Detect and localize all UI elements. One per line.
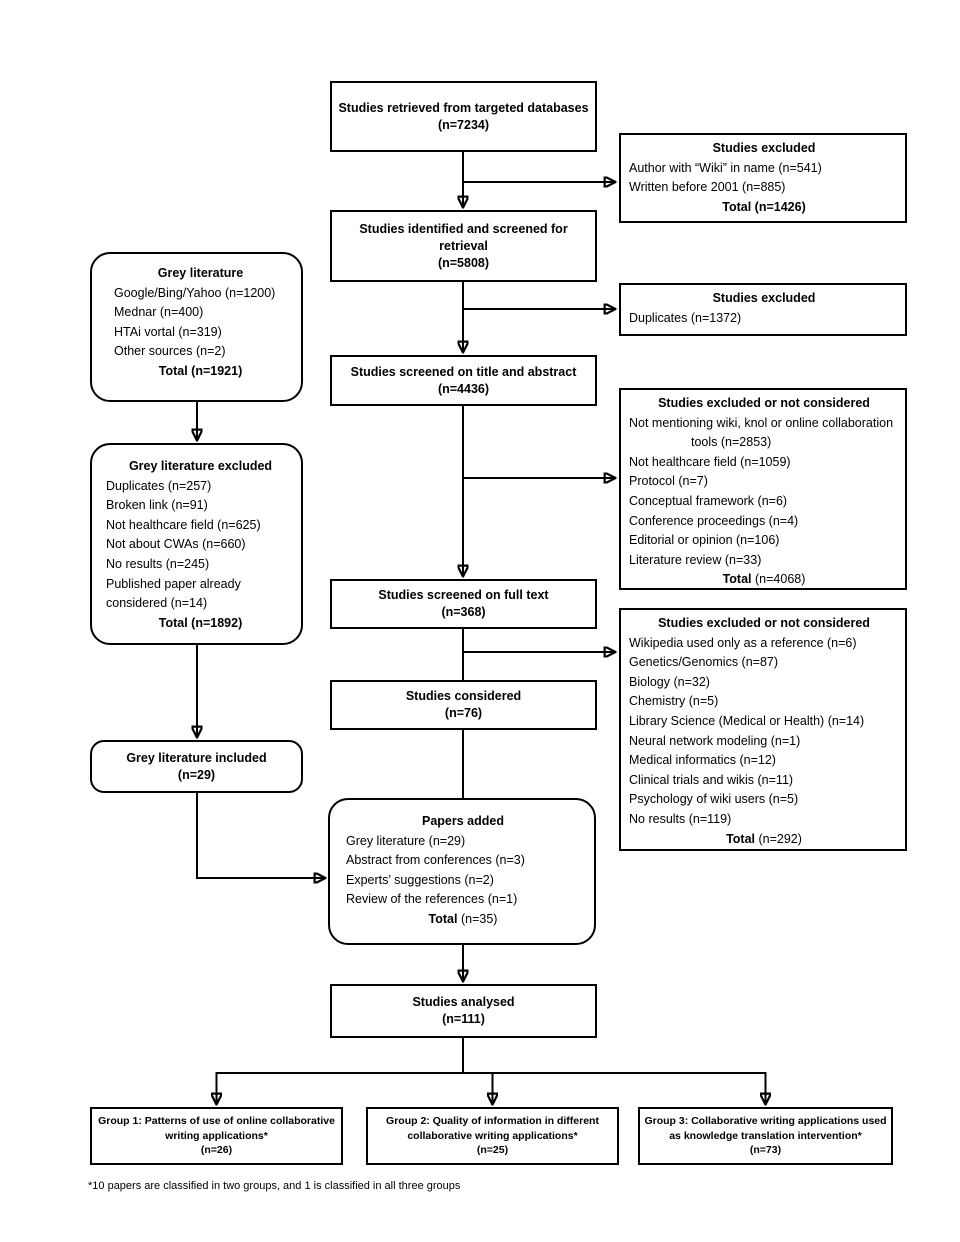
footnote: *10 papers are classified in two groups, and 1 is classified in all three groups — [88, 1180, 461, 1192]
box-title: Studies analysed — [412, 995, 515, 1009]
list-item: Not mentioning wiki, knol or online collaboration tools (n=2853) — [629, 415, 894, 450]
box-title: Grey literature excluded — [128, 459, 273, 473]
list-item: Abstract from conferences (n=3) — [346, 853, 525, 868]
list-item: Broken link (n=91) — [106, 498, 208, 513]
box-count: (n=111) — [442, 1012, 485, 1026]
total-line: Total (n=1892) — [158, 615, 243, 630]
list-item: Psychology of wiki users (n=5) — [629, 792, 799, 807]
box-title: Studies screened on title and abstract — [350, 364, 577, 379]
box-grey-literature-included — [90, 740, 303, 793]
box-title: Studies excluded — [712, 291, 816, 305]
box-title: Studies retrieved from targeted databases — [338, 100, 589, 115]
list-item: Neural network modeling (n=1) — [629, 733, 801, 748]
box-papers-added — [328, 798, 596, 945]
list-item: Review of the references (n=1) — [346, 892, 518, 907]
box-count: (n=368) — [441, 605, 486, 619]
list-item: Medical informatics (n=12) — [629, 753, 776, 768]
list-item: Library Science (Medical or Health) (n=14) — [629, 713, 865, 728]
box-title: Group 3: Collaborative writing applications used as knowledge translation intervention* — [644, 1115, 887, 1142]
box-title: Studies excluded — [712, 141, 816, 155]
list-item: Author with “Wiki” in name (n=541) — [629, 160, 822, 175]
list-item: Literature review (n=33) — [629, 552, 762, 567]
list-item: Published paper already considered (n=14) — [106, 576, 241, 611]
list-item: Biology (n=32) — [629, 674, 710, 689]
total-line: Total (n=1426) — [722, 199, 806, 214]
list-item: Editorial or opinion (n=106) — [629, 533, 780, 548]
total-line: Total (n=292) — [726, 831, 802, 846]
list-item: Not healthcare field (n=1059) — [629, 454, 791, 469]
box-count: (n=7234) — [437, 117, 490, 132]
box-title-abstract-screen — [330, 355, 597, 406]
list-item: Conceptual framework (n=6) — [629, 493, 788, 508]
list-item: Experts’ suggestions (n=2) — [346, 872, 494, 887]
list-item: Chemistry (n=5) — [629, 694, 719, 709]
box-group2 — [366, 1107, 619, 1165]
box-count: (n=73) — [749, 1144, 782, 1157]
box-studies-analysed — [330, 984, 597, 1038]
box-count: (n=5808) — [437, 255, 490, 270]
box-title: Group 1: Patterns of use of online collaborative writing applications* — [98, 1115, 335, 1142]
list-item: Clinical trials and wikis (n=11) — [629, 772, 794, 787]
list-item: HTAi vortal (n=319) — [114, 324, 222, 339]
box-title: Grey literature included — [126, 750, 267, 765]
list-item: Google/Bing/Yahoo (n=1200) — [114, 285, 276, 300]
box-title: Studies identified and screened for retrieval — [359, 221, 568, 253]
box-count: (n=26) — [200, 1144, 233, 1157]
box-title: Studies excluded or not considered — [658, 616, 870, 630]
box-studies-retrieved — [330, 81, 597, 152]
list-item: Not about CWAs (n=660) — [106, 537, 246, 552]
box-group1 — [90, 1107, 343, 1165]
box-count: (n=76) — [444, 706, 483, 720]
list-item: Duplicates (n=257) — [106, 478, 212, 493]
box-title: Group 2: Quality of information in different collaborative writing applications* — [386, 1115, 599, 1142]
list-item: Protocol (n=7) — [629, 474, 708, 489]
list-item: Conference proceedings (n=4) — [629, 513, 799, 528]
box-count: (n=25) — [476, 1144, 509, 1157]
list-item: Mednar (n=400) — [114, 305, 204, 320]
box-excluded-title-abstract — [619, 388, 907, 590]
box-title: Studies excluded or not considered — [658, 396, 870, 410]
box-count: (n=4436) — [437, 381, 490, 396]
total-line: Total (n=35) — [428, 911, 498, 926]
box-grey-literature-excluded — [90, 443, 303, 645]
box-count: (n=29) — [177, 767, 216, 782]
list-item: Other sources (n=2) — [114, 344, 226, 359]
total-line: Total (n=4068) — [722, 572, 806, 587]
box-excluded-full-text — [619, 608, 907, 851]
total-line: Total (n=1921) — [158, 363, 243, 378]
box-title: Papers added — [422, 814, 504, 828]
list-item: Written before 2001 (n=885) — [629, 180, 786, 195]
list-item: Grey literature (n=29) — [346, 833, 466, 848]
box-excluded-top — [619, 133, 907, 223]
box-studies-identified — [330, 210, 597, 282]
list-item: No results (n=119) — [629, 811, 732, 826]
list-item: Not healthcare field (n=625) — [106, 517, 261, 532]
box-group3 — [638, 1107, 893, 1165]
list-item: Wikipedia used only as a reference (n=6) — [629, 635, 857, 650]
list-item: No results (n=245) — [106, 556, 210, 571]
list-item: Genetics/Genomics (n=87) — [629, 655, 779, 670]
box-title: Grey literature — [157, 266, 244, 280]
box-title: Studies considered — [405, 689, 522, 703]
box-title: Studies screened on full text — [378, 588, 549, 602]
list-item: Duplicates (n=1372) — [629, 310, 742, 325]
box-excluded-duplicates — [619, 283, 907, 336]
arrow-grey-included-to-papers-added — [197, 793, 324, 878]
box-grey-literature — [90, 252, 303, 402]
box-full-text-screen — [330, 579, 597, 629]
box-studies-considered — [330, 680, 597, 730]
